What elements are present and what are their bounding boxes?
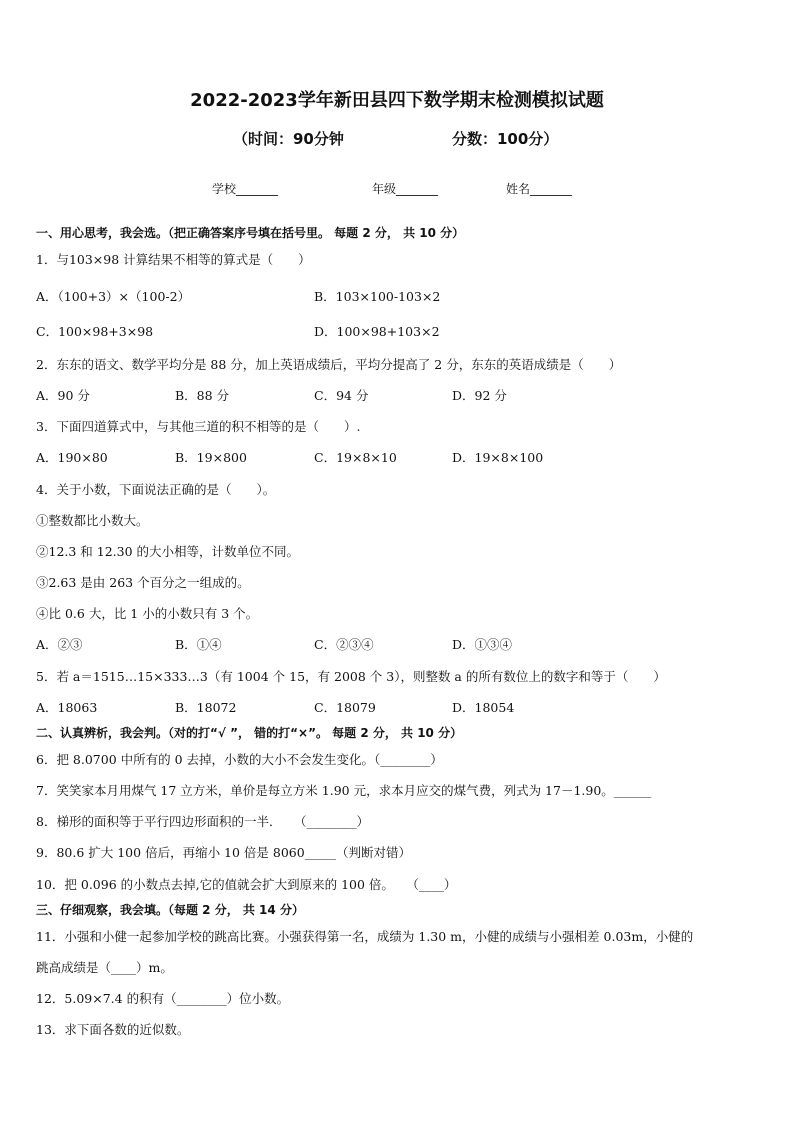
question-4: 4．关于小数，下面说法正确的是（ ）。 xyxy=(36,482,276,497)
question-11: 11．小强和小健一起参加学校的跳高比赛。小强获得第一名，成绩为 1.30 m，小健的成绩与小强相差 0.03m，小健的 xyxy=(36,929,694,944)
q4-statement-4: ④比 0.6 大，比 1 小的小数只有 3 个。 xyxy=(36,606,259,621)
q1-option-c: C．100×98+3×98 xyxy=(36,324,154,339)
question-1: 1．与103×98 计算结果不相等的算式是（ ） xyxy=(36,252,311,267)
q5-option-a: A．18063 xyxy=(36,700,98,715)
q5-option-d: D．18054 xyxy=(452,700,515,715)
section-1-heading: 一、用心思考，我会选。（把正确答案序号填在括号里。 每题 2 分， 共 10 分） xyxy=(36,226,465,240)
q1-option-a: A．（100+3）×（100-2） xyxy=(36,289,191,304)
q1-option-b: B．103×100-103×2 xyxy=(314,289,441,304)
question-8: 8．梯形的面积等于平行四边形面积的一半． （________） xyxy=(36,814,369,829)
question-9: 9．80.6 扩大 100 倍后，再缩小 10 倍是 8060_____（判断对错） xyxy=(36,845,411,860)
grade-field: 年级_______ xyxy=(372,182,439,196)
q3-option-d: D．19×8×100 xyxy=(452,450,544,465)
question-6: 6．把 8.0700 中所有的 0 去掉，小数的大小不会发生变化。（________） xyxy=(36,752,443,767)
question-13: 13．求下面各数的近似数。 xyxy=(36,1022,190,1037)
q3-option-b: B．19×800 xyxy=(175,450,247,465)
q3-option-c: C．19×8×10 xyxy=(314,450,397,465)
section-2-heading: 二、认真辨析，我会判。（对的打“√ ”， 错的打“×”。 每题 2 分， 共 10 分） xyxy=(36,726,463,740)
q4-statement-1: ①整数都比小数大。 xyxy=(36,513,149,528)
exam-score: 分数：100分） xyxy=(452,130,559,148)
q5-option-b: B．18072 xyxy=(175,700,237,715)
q2-option-b: B．88 分 xyxy=(175,388,230,403)
q5-option-c: C．18079 xyxy=(314,700,376,715)
q2-option-c: C．94 分 xyxy=(314,388,369,403)
section-3-heading: 三、仔细观察，我会填。（每题 2 分， 共 14 分） xyxy=(36,903,304,917)
question-11-continued: 跳高成绩是（____）m。 xyxy=(36,960,173,975)
school-field: 学校_______ xyxy=(212,182,279,196)
q2-option-d: D．92 分 xyxy=(452,388,507,403)
exam-time: （时间：90分钟 xyxy=(233,130,344,148)
name-field: 姓名_______ xyxy=(506,182,573,196)
question-2: 2．东东的语文、数学平均分是 88 分，加上英语成绩后，平均分提高了 2 分，东东的英语成绩是（ ） xyxy=(36,357,622,372)
question-3: 3．下面四道算式中，与其他三道的积不相等的是（ ）. xyxy=(36,419,361,434)
q4-statement-2: ②12.3 和 12.30 的大小相等，计数单位不同。 xyxy=(36,544,300,559)
question-12: 12．5.09×7.4 的积有（________）位小数。 xyxy=(36,991,290,1006)
q4-option-c: C．②③④ xyxy=(314,637,374,652)
q4-option-d: D．①③④ xyxy=(452,637,513,652)
q4-option-b: B．①④ xyxy=(175,637,222,652)
page-title: 2022-2023学年新田县四下数学期末检测模拟试题 xyxy=(190,90,604,111)
question-10: 10．把 0.096 的小数点去掉,它的值就会扩大到原来的 100 倍。 （____） xyxy=(36,877,457,892)
q3-option-a: A．190×80 xyxy=(36,450,108,465)
q4-option-a: A．②③ xyxy=(36,637,83,652)
q2-option-a: A．90 分 xyxy=(36,388,90,403)
q4-statement-3: ③2.63 是由 263 个百分之一组成的。 xyxy=(36,575,250,590)
q1-option-d: D．100×98+103×2 xyxy=(314,324,440,339)
question-5: 5．若 a＝1515…15×333…3（有 1004 个 15，有 2008 个 3），则整数 a 的所有数位上的数字和等于（ ） xyxy=(36,669,666,684)
question-7: 7．笑笑家本月用煤气 17 立方米，单价是每立方米 1.90 元，求本月应交的煤气费，列式为 17－1.90。______ xyxy=(36,783,652,798)
